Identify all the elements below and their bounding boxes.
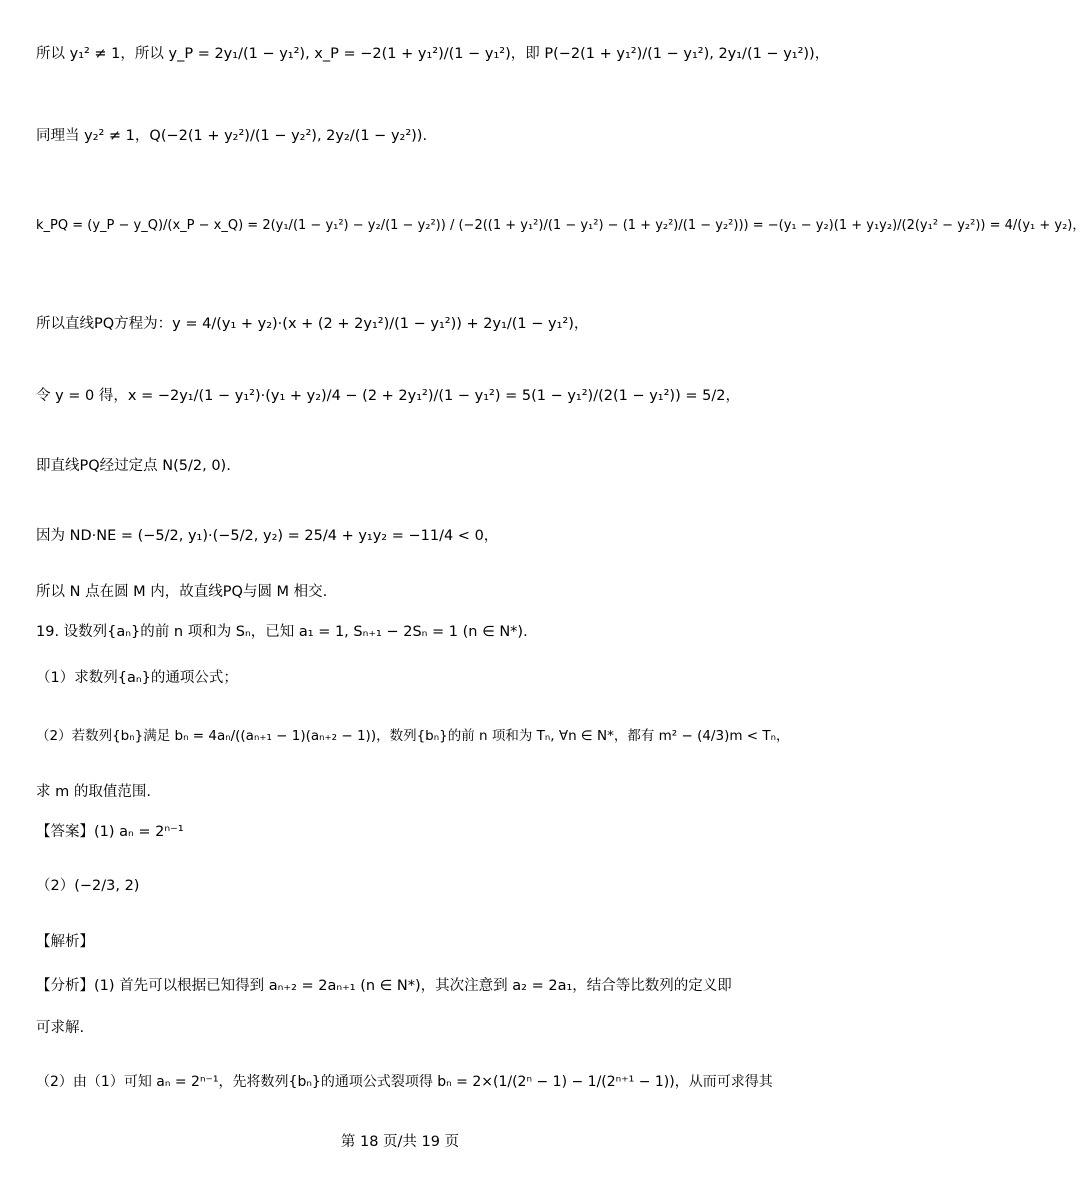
text-line-6: 即直线PQ经过定点 N(5/2, 0). (36, 458, 231, 474)
answer-2: （2）(−2/3, 2) (36, 878, 140, 894)
analysis-heading: 【解析】 (36, 934, 94, 950)
text-line-1: 所以 y₁² ≠ 1，所以 y_P = 2y₁/(1 − y₁²), x_P = −2(1 + y₁²)/(1 − y₁²)，即 P(−2(1 + y₁²)/(1 − y₁²), 2y₁/(1 − y₁²))， (36, 46, 830, 62)
text-line-8: 所以 N 点在圆 M 内，故直线PQ与圆 M 相交. (36, 584, 328, 600)
analysis-line-2: 可求解. (36, 1020, 85, 1036)
question-19: 19. 设数列{aₙ}的前 n 项和为 Sₙ，已知 a₁ = 1, Sₙ₊₁ − 2Sₙ = 1 (n ∈ N*). (36, 624, 528, 640)
analysis-line-3: （2）由（1）可知 aₙ = 2ⁿ⁻¹，先将数列{bₙ}的通项公式裂项得 bₙ = 2×(1/(2ⁿ − 1) − 1/(2ⁿ⁺¹ − 1))，从而可求得其 (36, 1074, 773, 1090)
text-line-3: k_PQ = (y_P − y_Q)/(x_P − x_Q) = 2(y₁/(1 − y₁²) − y₂/(1 − y₂²)) / (−2((1 + y₁²)/(1 − y₁²) − (1 + y₂²)/(1 − y₂²))) = −(y₁ − y₂)(1 + y₁y₂)/(2(y₁² − y₂²)) = 4/(y₁ + y₂)， (36, 218, 1085, 233)
page-footer: 第 18 页/共 19 页 (340, 1134, 460, 1150)
text-line-2: 同理当 y₂² ≠ 1，Q(−2(1 + y₂²)/(1 − y₂²), 2y₂/(1 − y₂²)). (36, 128, 428, 144)
question-19-part-2: （2）若数列{bₙ}满足 bₙ = 4aₙ/((aₙ₊₁ − 1)(aₙ₊₂ − 1))，数列{bₙ}的前 n 项和为 Tₙ, ∀n ∈ N*，都有 m² − (4/3)m < Tₙ， (36, 728, 790, 744)
question-19-part-1: （1）求数列{aₙ}的通项公式； (36, 670, 238, 686)
answer-1: 【答案】(1) aₙ = 2ⁿ⁻¹ (36, 824, 184, 840)
question-19-part-2-cont: 求 m 的取值范围. (36, 784, 151, 800)
text-line-4: 所以直线PQ方程为：y = 4/(y₁ + y₂)·(x + (2 + 2y₁²)/(1 − y₁²)) + 2y₁/(1 − y₁²)， (36, 316, 589, 332)
text-line-7: 因为 ND·NE = (−5/2, y₁)·(−5/2, y₂) = 25/4 + y₁y₂ = −11/4 < 0， (36, 528, 499, 544)
text-line-5: 令 y = 0 得，x = −2y₁/(1 − y₁²)·(y₁ + y₂)/4 − (2 + 2y₁²)/(1 − y₁²) = 5(1 − y₁²)/(2(1 − y₁²)) = 5/2， (36, 388, 740, 404)
analysis-line-1: 【分析】(1) 首先可以根据已知得到 aₙ₊₂ = 2aₙ₊₁ (n ∈ N*)，其次注意到 a₂ = 2a₁，结合等比数列的定义即 (36, 978, 732, 994)
